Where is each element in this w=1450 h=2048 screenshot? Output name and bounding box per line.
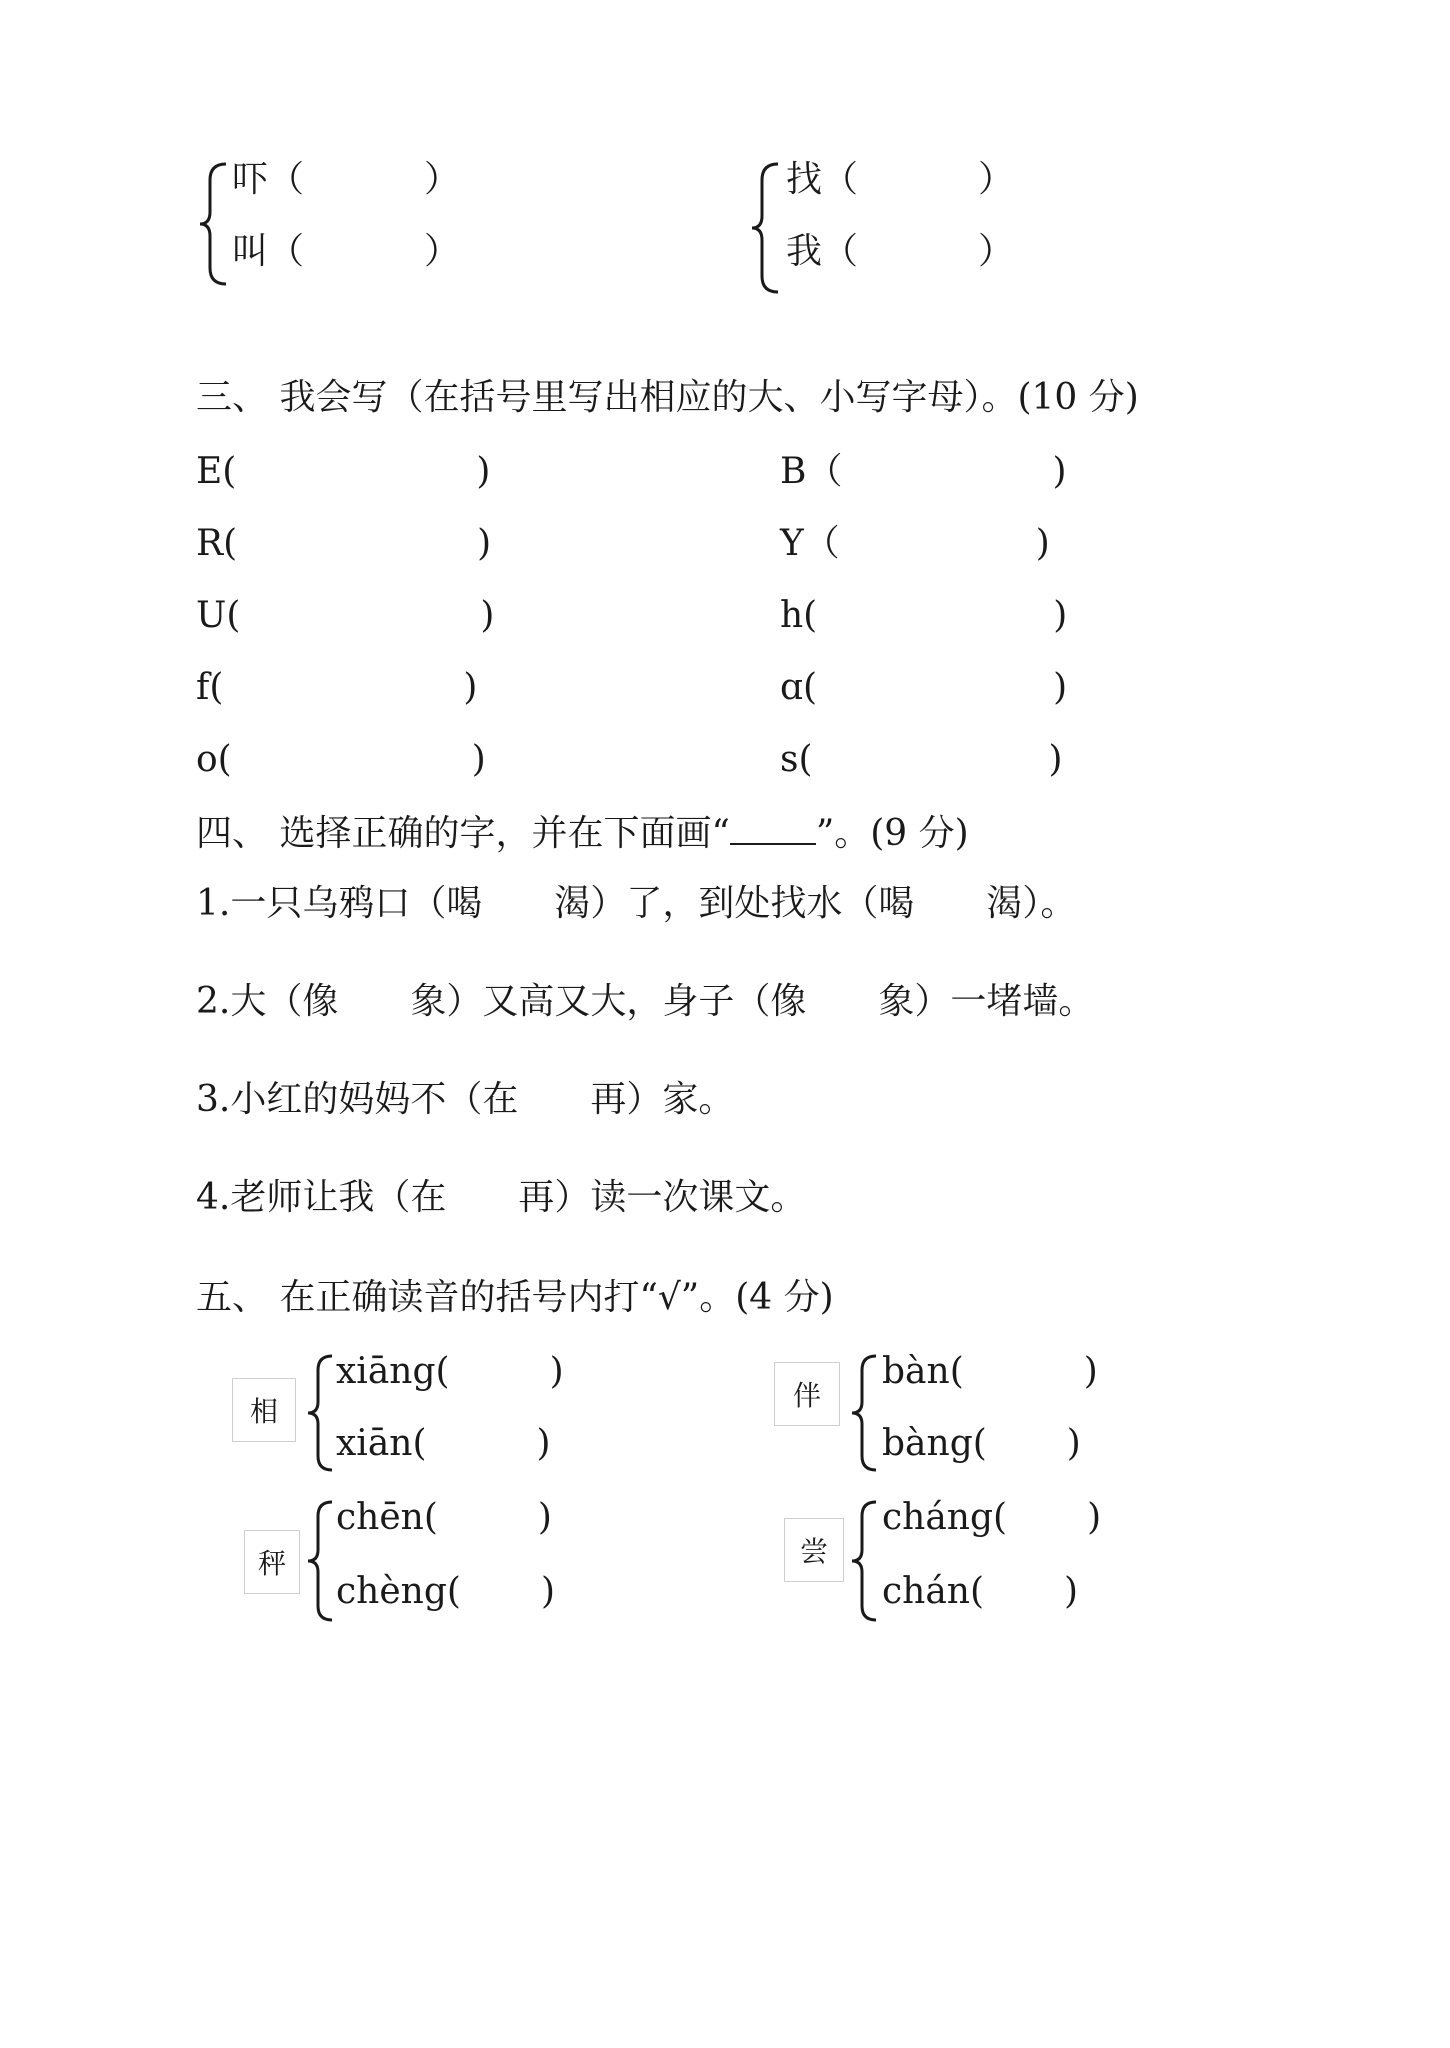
- letter-row: R( ): [196, 523, 492, 564]
- letter-row: f( ): [196, 667, 478, 708]
- letter-row: Y（ ): [780, 523, 1050, 564]
- underline-blank: [730, 813, 816, 845]
- section3-heading: 三、 我会写（在括号里写出相应的大、小写字母）。(10 分): [196, 377, 1139, 418]
- section4-heading: 四、 选择正确的字，并在下面画“ ”。(9 分): [196, 813, 969, 854]
- pair-item: 叫（ ）: [232, 231, 461, 272]
- question-item: 2.大（像 象）又高又大，身子（像 象）一堵墙。: [196, 981, 1095, 1022]
- section5-heading: 五、 在正确读音的括号内打“√”。(4 分): [196, 1277, 834, 1318]
- pinyin-option: chán( ): [882, 1571, 1079, 1612]
- pinyin-option: cháng( ): [882, 1497, 1102, 1538]
- letter-row: s( ): [780, 739, 1063, 780]
- pair-item: 找（ ）: [786, 159, 1015, 200]
- pinyin-option: chèng( ): [336, 1571, 555, 1612]
- letter-row: E( ): [196, 451, 491, 492]
- char-box: 秤: [244, 1530, 300, 1594]
- char-box: 相: [232, 1378, 296, 1442]
- pair-item: 吓（ ）: [232, 159, 461, 200]
- question-item: 3.小红的妈妈不（在 再）家。: [196, 1079, 735, 1120]
- char-box: 尝: [784, 1518, 844, 1582]
- pinyin-option: xiān( ): [336, 1423, 551, 1464]
- letter-row: h( ): [780, 595, 1068, 636]
- char-box: 伴: [774, 1362, 840, 1426]
- letter-row: ɑ( ): [780, 667, 1068, 708]
- question-item: 1.一只乌鸦口（喝 渴）了，到处找水（喝 渴）。: [196, 883, 1077, 924]
- pinyin-option: chēn( ): [336, 1497, 552, 1538]
- letter-row: B（ ): [780, 451, 1067, 492]
- pair-item: 我（ ）: [786, 231, 1015, 272]
- letter-row: U( ): [196, 595, 495, 636]
- pinyin-option: xiāng( ): [336, 1351, 564, 1392]
- brace: [846, 1498, 886, 1624]
- brace: [748, 160, 788, 296]
- brace: [196, 160, 236, 288]
- pinyin-option: bàng( ): [882, 1423, 1081, 1464]
- letter-row: o( ): [196, 739, 486, 780]
- pinyin-option: bàn( ): [882, 1351, 1098, 1392]
- question-item: 4.老师让我（在 再）读一次课文。: [196, 1177, 807, 1218]
- brace: [846, 1352, 886, 1474]
